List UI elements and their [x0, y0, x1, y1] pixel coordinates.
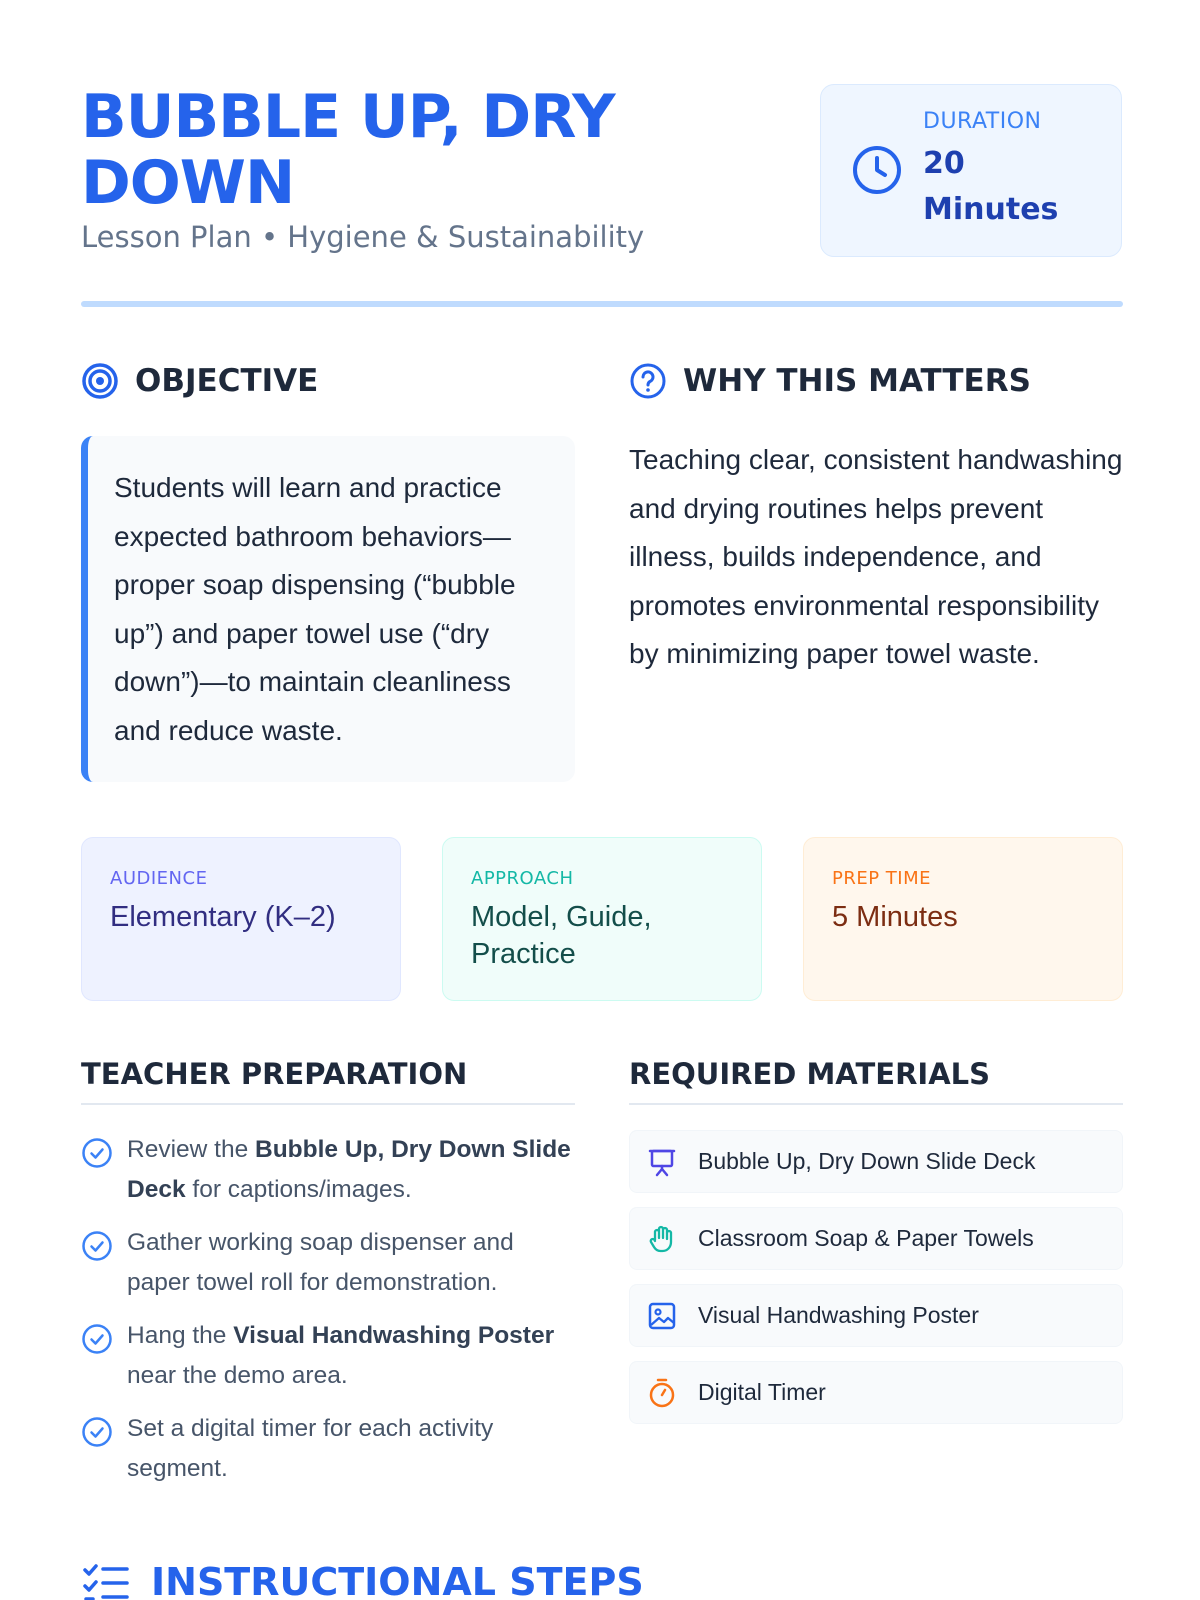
- list-checks-icon: [83, 1562, 129, 1600]
- presentation-icon: [646, 1146, 678, 1178]
- duration-value: 20 Minutes: [923, 146, 1059, 227]
- why-text: Teaching clear, consistent handwashing and drying routines helps prevent illness, builds independence, and promotes environmental responsibility by minimizing paper towel waste.: [629, 444, 1123, 669]
- image-icon: [646, 1300, 678, 1332]
- instructional-steps-heading-text: INSTRUCTIONAL STEPS: [151, 1560, 644, 1600]
- why-heading-text: WHY THIS MATTERS: [683, 363, 1031, 399]
- prep-item-text: Review the Bubble Up, Dry Down Slide Deck for captions/images.: [127, 1136, 571, 1203]
- list-item: [81, 1409, 575, 1489]
- why-heading: [629, 362, 1031, 400]
- material-label: Classroom Soap & Paper Towels: [698, 1225, 1034, 1251]
- prep-time-label: PREP TIME: [832, 868, 932, 889]
- audience-label: AUDIENCE: [110, 868, 208, 889]
- list-item: [81, 1316, 575, 1396]
- objective-heading: [81, 362, 318, 400]
- material-label: Bubble Up, Dry Down Slide Deck: [698, 1148, 1036, 1174]
- material-label: Visual Handwashing Poster: [698, 1302, 979, 1328]
- audience-card: [81, 837, 401, 1001]
- page-title: BUBBLE UP, DRY DOWN: [81, 82, 615, 218]
- duration-label: DURATION: [923, 109, 1042, 134]
- clock-icon: [851, 144, 903, 196]
- check-circle-icon: [81, 1230, 113, 1262]
- question-icon: [629, 362, 667, 400]
- prep-time-value: 5 Minutes: [832, 901, 958, 933]
- duration-card: [820, 84, 1122, 257]
- timer-icon: [646, 1377, 678, 1409]
- check-circle-icon: [81, 1137, 113, 1169]
- objective-text: Students will learn and practice expected bathroom behaviors—proper soap dispensing (“bubble up”) and paper towel use (“dry down”)—to maintain cleanliness and reduce waste.: [114, 472, 516, 746]
- materials-heading: REQUIRED MATERIALS: [629, 1057, 1123, 1105]
- material-item: [629, 1284, 1123, 1347]
- materials-list: [629, 1130, 1123, 1438]
- page-subtitle: Lesson Plan • Hygiene & Sustainability: [81, 220, 645, 254]
- approach-value: Model, Guide, Practice: [471, 901, 652, 970]
- header-divider: [81, 301, 1123, 307]
- teacher-prep-heading: TEACHER PREPARATION: [81, 1057, 575, 1105]
- prep-item-text: Set a digital timer for each activity segment.: [127, 1415, 494, 1482]
- prep-item-text: Gather working soap dispenser and paper towel roll for demonstration.: [127, 1229, 514, 1296]
- list-item: [81, 1223, 575, 1303]
- hand-icon: [646, 1223, 678, 1255]
- approach-card: [442, 837, 762, 1001]
- objective-heading-text: OBJECTIVE: [135, 363, 319, 399]
- objective-box: [81, 436, 575, 782]
- teacher-prep-list: [81, 1130, 575, 1502]
- target-icon: [81, 362, 119, 400]
- instructional-steps-heading: [83, 1560, 644, 1600]
- material-item: [629, 1207, 1123, 1270]
- material-label: Digital Timer: [698, 1379, 826, 1405]
- audience-value: Elementary (K–2): [110, 901, 336, 933]
- material-item: [629, 1130, 1123, 1193]
- check-circle-icon: [81, 1323, 113, 1355]
- prep-time-card: [803, 837, 1123, 1001]
- material-item: [629, 1361, 1123, 1424]
- list-item: [81, 1130, 575, 1210]
- prep-item-text: Hang the Visual Handwashing Poster near the demo area.: [127, 1322, 555, 1389]
- check-circle-icon: [81, 1416, 113, 1448]
- approach-label: APPROACH: [471, 868, 574, 889]
